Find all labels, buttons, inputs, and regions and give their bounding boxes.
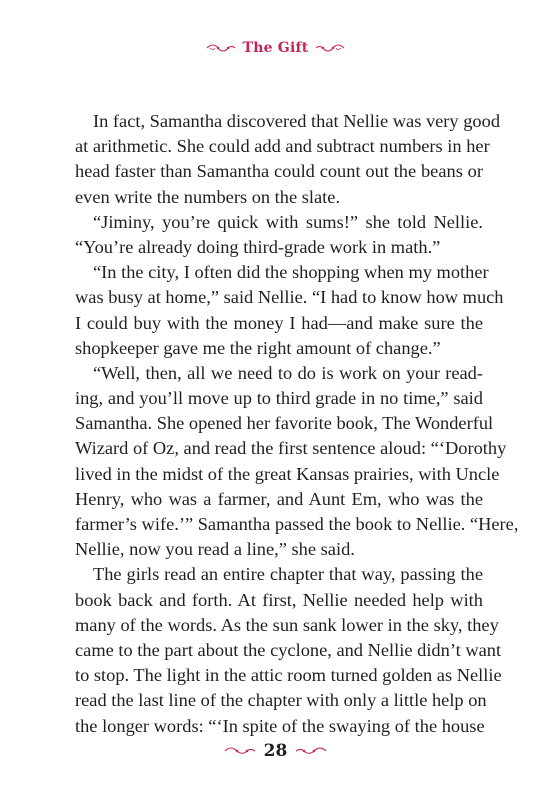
- text-line: I could buy with the money I had—and make sure the: [75, 312, 483, 333]
- text-line: shopkeeper gave me the right amount of change.”: [75, 337, 441, 358]
- text-line: Wizard of Oz, and read the first sentence aloud: “‘Dorothy: [75, 438, 507, 459]
- text-line: farmer’s wife.’” Samantha passed the book to Nellie. “Here,: [75, 514, 519, 534]
- text-line: read the last line of the chapter with only a little help on: [75, 690, 487, 711]
- text-line: to stop. The light in the attic room turned golden as Nellie: [75, 665, 502, 686]
- text-line: The girls read an entire chapter that way, passing the: [93, 564, 483, 585]
- text-line: “In the city, I often did the shopping when my mother: [93, 262, 489, 283]
- text-line: “Jiminy, you’re quick with sums!” she told Nellie.: [93, 211, 483, 232]
- page-body-text: [75, 109, 519, 739]
- right-flourish-icon: [295, 746, 327, 756]
- page-number: 28: [263, 741, 288, 761]
- left-flourish-icon: [224, 746, 256, 756]
- text-line: at arithmetic. She could add and subtract numbers in her: [75, 136, 490, 157]
- right-flourish-icon: [315, 43, 345, 53]
- text-line: Nellie, now you read a line,” she said.: [75, 539, 355, 560]
- text-line: Henry, who was a farmer, and Aunt Em, who was the: [75, 488, 483, 509]
- left-flourish-icon: [206, 43, 236, 53]
- text-line: the longer words: “‘In spite of the swaying of the house: [75, 715, 485, 736]
- text-line: came to the part about the cyclone, and Nellie didn’t want: [75, 639, 502, 660]
- text-line: head faster than Samantha could count out the beans or: [75, 161, 483, 182]
- text-line: ing, and you’ll move up to third grade in no time,” said: [75, 388, 483, 409]
- text-line: In fact, Samantha discovered that Nellie was very good: [93, 111, 501, 131]
- chapter-title: The Gift: [242, 40, 309, 56]
- text-line: “Well, then, all we need to do is work on your read-: [93, 362, 483, 383]
- text-line: “You’re already doing third-grade work in math.”: [75, 236, 441, 257]
- page-footer: [0, 741, 551, 761]
- running-header: [0, 40, 551, 56]
- text-line: Samantha. She opened her favorite book, The Wonderful: [75, 413, 494, 434]
- text-line: many of the words. As the sun sank lower in the sky, they: [75, 614, 499, 635]
- text-line: lived in the midst of the great Kansas prairies, with Uncle: [75, 463, 500, 484]
- text-line: even write the numbers on the slate.: [75, 186, 341, 207]
- text-line: book back and forth. At first, Nellie needed help with: [75, 589, 483, 610]
- text-line: was busy at home,” said Nellie. “I had to know how much: [75, 287, 504, 308]
